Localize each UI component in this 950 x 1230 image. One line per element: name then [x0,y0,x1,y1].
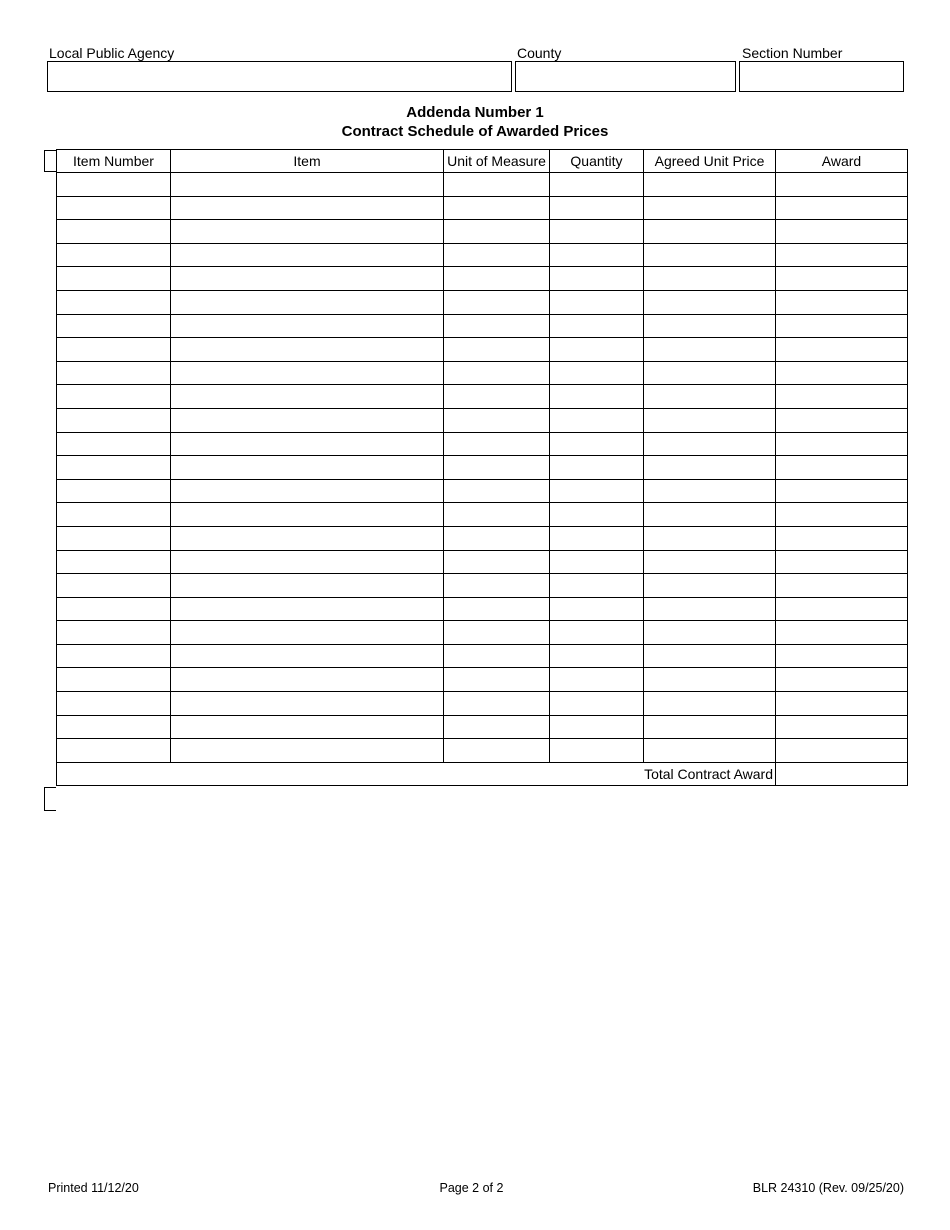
agreed-unit-price-cell[interactable] [644,692,776,716]
agreed-unit-price-cell[interactable] [644,173,776,197]
award-cell[interactable] [776,550,908,574]
table-row [57,739,908,763]
award-cell[interactable] [776,456,908,480]
quantity-cell[interactable] [550,574,644,598]
award-cell[interactable] [776,644,908,668]
item-number-cell[interactable] [57,290,171,314]
table-row [57,692,908,716]
unit-of-measure-cell[interactable] [444,432,550,456]
award-cell[interactable] [776,314,908,338]
quantity-cell[interactable] [550,432,644,456]
header-row-bracket [44,150,56,172]
item-number-cell[interactable] [57,668,171,692]
section-number-label: Section Number [742,45,843,61]
quantity-cell[interactable] [550,456,644,480]
item-cell[interactable] [171,290,444,314]
table-row [57,503,908,527]
item-number-cell[interactable] [57,385,171,409]
table-row [57,456,908,480]
quantity-cell[interactable] [550,385,644,409]
quantity-cell[interactable] [550,361,644,385]
award-cell[interactable] [776,196,908,220]
table-row [57,173,908,197]
award-cell[interactable] [776,479,908,503]
quantity-cell[interactable] [550,503,644,527]
unit-of-measure-cell[interactable] [444,173,550,197]
award-cell[interactable] [776,739,908,763]
table-row [57,644,908,668]
unit-of-measure-cell[interactable] [444,361,550,385]
total-row [57,762,908,786]
unit-of-measure-cell[interactable] [444,479,550,503]
table-row [57,408,908,432]
award-cell[interactable] [776,220,908,244]
item-cell[interactable] [171,267,444,291]
award-cell[interactable] [776,290,908,314]
item-cell[interactable] [171,574,444,598]
quantity-cell[interactable] [550,526,644,550]
quantity-cell[interactable] [550,692,644,716]
item-number-cell[interactable] [57,503,171,527]
column-header-unit-of-measure: Unit of Measure [444,150,550,173]
item-number-cell[interactable] [57,314,171,338]
item-cell[interactable] [171,361,444,385]
item-cell[interactable] [171,715,444,739]
form-subtitle: Contract Schedule of Awarded Prices [341,123,609,140]
unit-of-measure-cell[interactable] [444,290,550,314]
agency-label: Local Public Agency [49,45,175,61]
quantity-cell[interactable] [550,173,644,197]
quantity-cell[interactable] [550,314,644,338]
total-contract-award-field[interactable] [776,762,908,786]
table-row [57,220,908,244]
agreed-unit-price-cell[interactable] [644,526,776,550]
item-cell[interactable] [171,644,444,668]
award-cell[interactable] [776,361,908,385]
agreed-unit-price-cell[interactable] [644,597,776,621]
table-row [57,597,908,621]
table-row [57,574,908,598]
column-header-quantity: Quantity [550,150,644,173]
award-cell[interactable] [776,173,908,197]
table-row [57,314,908,338]
award-cell[interactable] [776,408,908,432]
unit-of-measure-cell[interactable] [444,597,550,621]
printed-date: Printed 11/12/20 [48,1181,139,1195]
item-number-cell[interactable] [57,574,171,598]
unit-of-measure-cell[interactable] [444,621,550,645]
county-label: County [517,45,562,61]
schedule-table [56,149,908,786]
item-number-cell[interactable] [57,173,171,197]
item-number-cell[interactable] [57,243,171,267]
award-cell[interactable] [776,526,908,550]
table-row [57,432,908,456]
quantity-cell[interactable] [550,243,644,267]
table-body [57,173,908,763]
quantity-cell[interactable] [550,408,644,432]
unit-of-measure-cell[interactable] [444,739,550,763]
item-number-cell[interactable] [57,361,171,385]
award-cell[interactable] [776,385,908,409]
unit-of-measure-cell[interactable] [444,644,550,668]
table-row [57,715,908,739]
item-cell[interactable] [171,597,444,621]
item-number-cell[interactable] [57,267,171,291]
quantity-cell[interactable] [550,220,644,244]
column-header-item-number: Item Number [57,150,171,173]
quantity-cell[interactable] [550,597,644,621]
item-number-cell[interactable] [57,338,171,362]
unit-of-measure-cell[interactable] [444,456,550,480]
unit-of-measure-cell[interactable] [444,692,550,716]
unit-of-measure-cell[interactable] [444,715,550,739]
table-row [57,361,908,385]
award-cell[interactable] [776,621,908,645]
total-row-bracket [44,787,56,811]
table-row [57,526,908,550]
agreed-unit-price-cell[interactable] [644,550,776,574]
agreed-unit-price-cell[interactable] [644,314,776,338]
unit-of-measure-cell[interactable] [444,267,550,291]
item-cell[interactable] [171,550,444,574]
award-cell[interactable] [776,338,908,362]
table-row [57,621,908,645]
form-id: BLR 24310 (Rev. 09/25/20) [752,1181,904,1195]
item-number-cell[interactable] [57,692,171,716]
item-cell[interactable] [171,314,444,338]
item-cell[interactable] [171,668,444,692]
item-cell[interactable] [171,739,444,763]
item-cell[interactable] [171,408,444,432]
item-number-cell[interactable] [57,432,171,456]
table-row [57,338,908,362]
quantity-cell[interactable] [550,338,644,362]
quantity-cell[interactable] [550,644,644,668]
award-cell[interactable] [776,715,908,739]
quantity-cell[interactable] [550,550,644,574]
item-cell[interactable] [171,243,444,267]
table-row [57,385,908,409]
quantity-cell[interactable] [550,290,644,314]
agreed-unit-price-cell[interactable] [644,432,776,456]
agreed-unit-price-cell[interactable] [644,621,776,645]
table-row [57,196,908,220]
item-number-cell[interactable] [57,526,171,550]
table-row [57,267,908,291]
item-number-cell[interactable] [57,196,171,220]
item-cell[interactable] [171,503,444,527]
item-number-cell[interactable] [57,621,171,645]
column-header-item: Item [171,150,444,173]
quantity-cell[interactable] [550,479,644,503]
item-number-cell[interactable] [57,644,171,668]
agreed-unit-price-cell[interactable] [644,644,776,668]
agreed-unit-price-cell[interactable] [644,243,776,267]
unit-of-measure-cell[interactable] [444,196,550,220]
column-header-award: Award [776,150,908,173]
table-row [57,243,908,267]
agreed-unit-price-cell[interactable] [644,574,776,598]
item-cell[interactable] [171,338,444,362]
table-row [57,550,908,574]
award-cell[interactable] [776,668,908,692]
agreed-unit-price-cell[interactable] [644,196,776,220]
item-number-cell[interactable] [57,715,171,739]
item-cell[interactable] [171,526,444,550]
agreed-unit-price-cell[interactable] [644,338,776,362]
unit-of-measure-cell[interactable] [444,408,550,432]
agreed-unit-price-cell[interactable] [644,668,776,692]
quantity-cell[interactable] [550,715,644,739]
table-row [57,290,908,314]
unit-of-measure-cell[interactable] [444,220,550,244]
item-cell[interactable] [171,385,444,409]
item-number-cell[interactable] [57,597,171,621]
item-cell[interactable] [171,173,444,197]
award-cell[interactable] [776,243,908,267]
item-cell[interactable] [171,432,444,456]
agency-field[interactable] [47,61,512,92]
award-cell[interactable] [776,432,908,456]
unit-of-measure-cell[interactable] [444,243,550,267]
section-number-field[interactable] [739,61,904,92]
agreed-unit-price-cell[interactable] [644,220,776,244]
table-row [57,668,908,692]
quantity-cell[interactable] [550,267,644,291]
item-cell[interactable] [171,196,444,220]
agreed-unit-price-cell[interactable] [644,739,776,763]
table-header-row [57,150,908,173]
agreed-unit-price-cell[interactable] [644,503,776,527]
quantity-cell[interactable] [550,196,644,220]
agreed-unit-price-cell[interactable] [644,385,776,409]
item-cell[interactable] [171,220,444,244]
award-cell[interactable] [776,597,908,621]
item-number-cell[interactable] [57,479,171,503]
item-number-cell[interactable] [57,456,171,480]
unit-of-measure-cell[interactable] [444,668,550,692]
form-title: Addenda Number 1 [406,104,544,121]
agreed-unit-price-cell[interactable] [644,361,776,385]
agreed-unit-price-cell[interactable] [644,267,776,291]
unit-of-measure-cell[interactable] [444,550,550,574]
item-number-cell[interactable] [57,739,171,763]
item-cell[interactable] [171,692,444,716]
unit-of-measure-cell[interactable] [444,574,550,598]
item-cell[interactable] [171,479,444,503]
unit-of-measure-cell[interactable] [444,526,550,550]
agreed-unit-price-cell[interactable] [644,290,776,314]
award-cell[interactable] [776,267,908,291]
item-cell[interactable] [171,456,444,480]
unit-of-measure-cell[interactable] [444,338,550,362]
item-number-cell[interactable] [57,408,171,432]
table-row [57,479,908,503]
agreed-unit-price-cell[interactable] [644,456,776,480]
agreed-unit-price-cell[interactable] [644,408,776,432]
award-cell[interactable] [776,503,908,527]
unit-of-measure-cell[interactable] [444,503,550,527]
county-field[interactable] [515,61,736,92]
page-number: Page 2 of 2 [439,1181,504,1195]
agreed-unit-price-cell[interactable] [644,479,776,503]
total-contract-award-label: Total Contract Award [57,762,776,786]
item-number-cell[interactable] [57,550,171,574]
item-cell[interactable] [171,621,444,645]
agreed-unit-price-cell[interactable] [644,715,776,739]
award-cell[interactable] [776,692,908,716]
quantity-cell[interactable] [550,668,644,692]
quantity-cell[interactable] [550,739,644,763]
item-number-cell[interactable] [57,220,171,244]
column-header-agreed-unit-price: Agreed Unit Price [644,150,776,173]
award-cell[interactable] [776,574,908,598]
unit-of-measure-cell[interactable] [444,314,550,338]
quantity-cell[interactable] [550,621,644,645]
unit-of-measure-cell[interactable] [444,385,550,409]
